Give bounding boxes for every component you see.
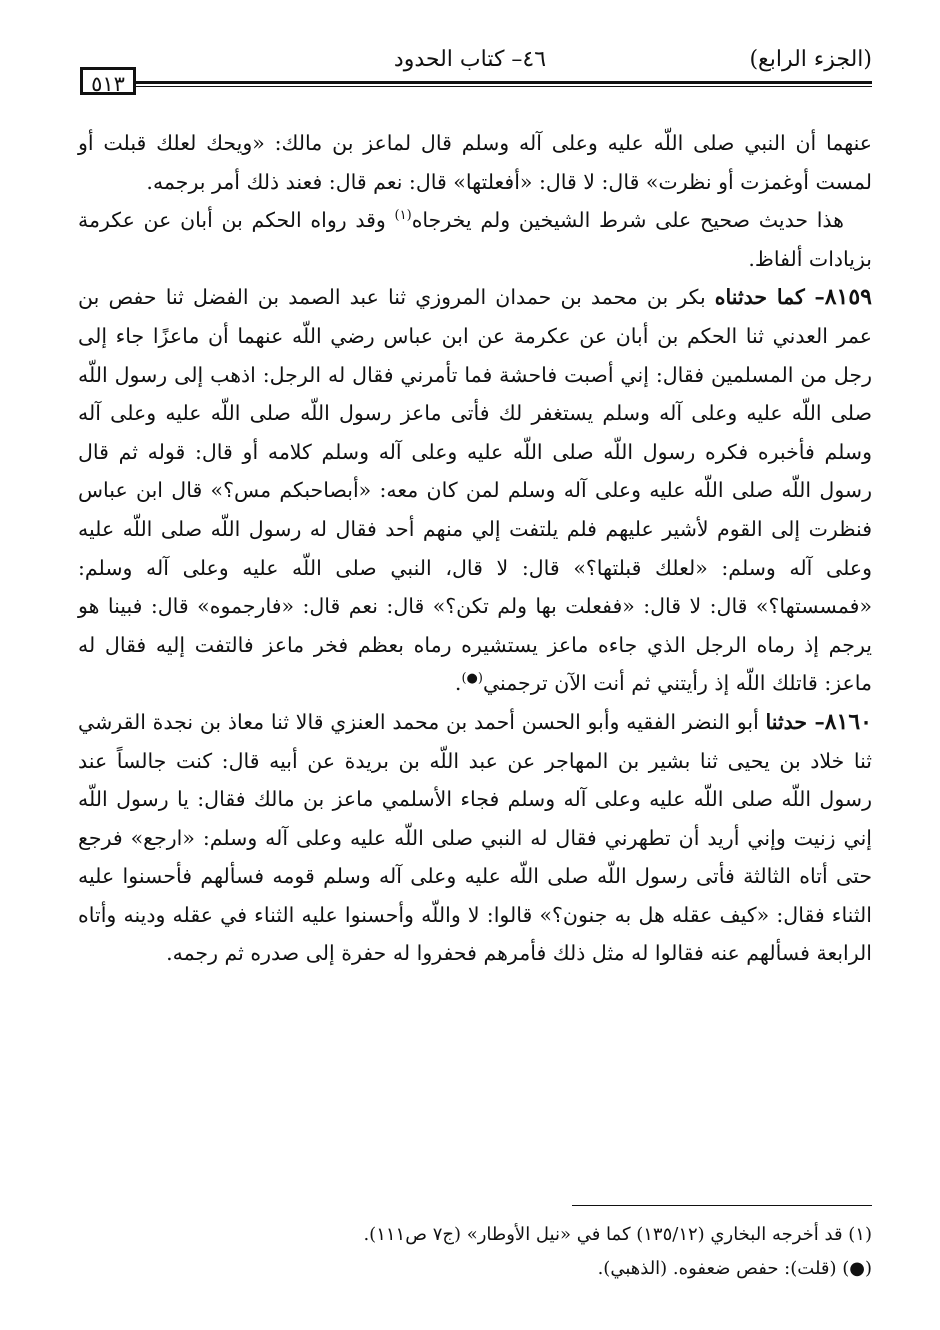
paragraph-text: هذا حديث صحيح على شرط الشيخين ولم يخرجاه <box>411 208 844 233</box>
header-rule <box>136 81 872 84</box>
paragraph-grading <box>78 201 872 278</box>
footnote-rule <box>572 1205 872 1206</box>
volume-title: (الجزء الرابع) <box>749 47 872 72</box>
header-rule-thin <box>136 86 872 87</box>
chapter-title: ٤٦– كتاب الحدود <box>393 47 547 72</box>
paragraph-text-after: وقد رواه الحكم بن أبان عن عكرمة بزيادات ألفاظ. <box>78 208 872 271</box>
hadith-lead: – كما حدثناه <box>714 285 825 310</box>
hadith-text-after: . <box>454 671 462 696</box>
hadith-text: بكر بن محمد بن حمدان المروزي ثنا عبد الصمد بن الفضل ثنا حفص بن عمر العدني ثنا الحكم بن أبان عن عكرمة عن ابن عباس رضي اللّه عنهما أن ماعزًا جاء إلى رجل من المسلمين فقال: إني أصبت فاحشة فما تأمرني فقال له الرجل: اذهب إلى رسول اللّه صلى اللّه عليه وعلى آله وسلم يستغفر لك فأتى ماعز رسول اللّه صلى اللّه عليه وعلى آله وسلم فأخبره فكره رسول اللّه صلى اللّه عليه وعلى آله وسلم كلامه أو قال: قوله ثم قال رسول اللّه صلى اللّه عليه وعلى آله وسلم لمن كان معه: «أبصاحبكم مس؟» قال ابن عباس فنظرت إلى القوم لأشير عليهم فلم يلتفت إلي منهم أحد فقال له رسول اللّه صلى اللّه عليه وعلى آله وسلم: «لعلك قبلتها؟» قال: لا قال، النبي صلى اللّه عليه وعلى آله وسلم: «فمسستها؟» قال: لا قال: «ففعلت بها ولم تكن؟» قال: نعم قال: «فارجموه» قال: فبينا هو يرجم إذ رماه الرجل الذي جاءه ماعز يستشيره رماه بعظم فخر ماعز فالتفت إليه فقال له ماعز: قاتلك اللّه إذ رأيتني ثم أنت الآن ترجمني <box>78 285 873 696</box>
footnotes <box>78 1218 872 1286</box>
hadith-8159 <box>78 278 872 703</box>
hadith-text: أبو النضر الفقيه وأبو الحسن أحمد بن محمد العنزي قالا ثنا معاذ بن نجدة القرشي ثنا خلاد بن يحيى ثنا بشير بن المهاجر عن عبد اللّه بن بريدة عن أبيه قال: كنت جالساً عند رسول اللّه صلى اللّه عليه وعلى آله وسلم فجاء الأسلمي ماعز بن مالك فقال: يا رسول اللّه إني زنيت وإني أريد أن تطهرني فقال له النبي صلى اللّه عليه وعلى آله وسلم: «ارجع» فرجع حتى أتاه الثالثة فأتى رسول اللّه صلى اللّه عليه وعلى آله وسلم قومه فسألهم فأحسنوا عليه الثناء فقال: «كيف عقله هل به جنون؟» قالوا: لا واللّه وأحسنوا عليه الثناء في عقله ودينه وأتاه الرابعة فسألهم عنه فقالوا له مثل ذلك فأمرهم فحفروا له حفرة إلى صدره ثم رجمه. <box>78 709 872 966</box>
hadith-number: ٨١٦٠ <box>824 708 872 735</box>
paragraph-continuation <box>78 124 872 201</box>
footnote-ref: (●) <box>461 671 483 687</box>
hadith-number: ٨١٥٩ <box>824 284 872 311</box>
body-text <box>78 124 872 973</box>
footnote-1: (١) قد أخرجه البخاري (١٣٥/١٢) كما في «نيل الأوطار» (ج٧ ص١١١). <box>363 1224 872 1245</box>
footnote-ref: (١) <box>394 208 412 224</box>
hadith-lead: – حدثنا <box>765 709 825 734</box>
footnote-2: (●) (قلت): حفص ضعفوه. (الذهبي). <box>597 1258 872 1279</box>
paragraph-text: عنهما أن النبي صلى اللّه عليه وعلى آله وسلم قال لماعز بن مالك: «ويحك لعلك قبلت أو لمست أوغمزت أو نظرت» قال: لا قال: «أفعلتها» قال: نعم قال: فعند ذلك أمر برجمه. <box>78 131 872 194</box>
hadith-8160 <box>78 703 872 973</box>
page-number: ٥١٣ <box>80 67 136 95</box>
